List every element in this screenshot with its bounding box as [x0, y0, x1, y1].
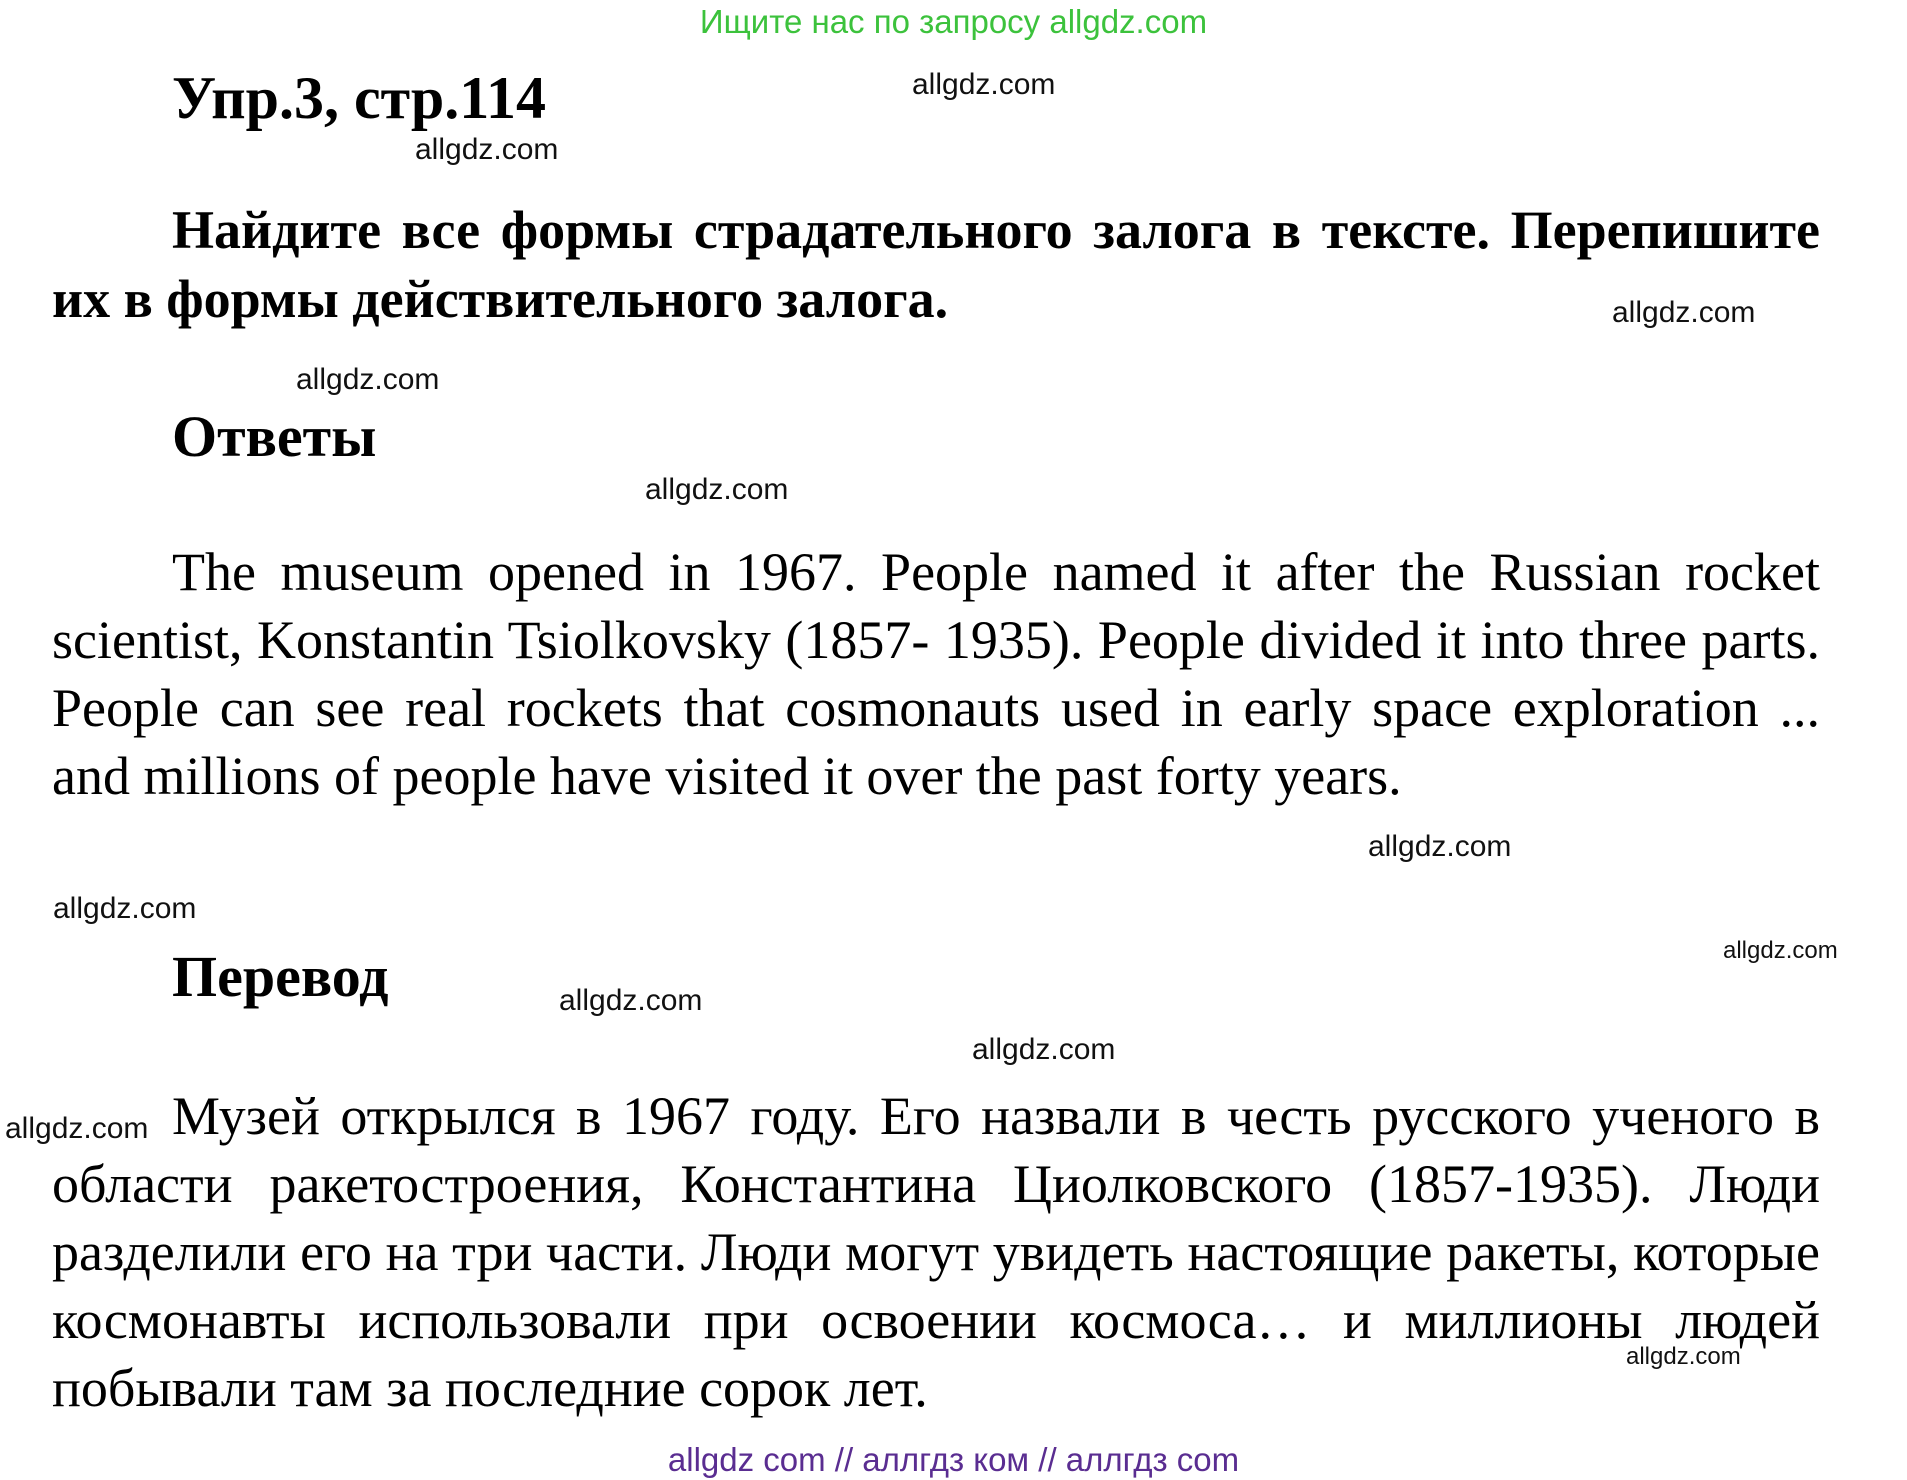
watermark: allgdz.com — [415, 133, 559, 166]
watermark: allgdz.com — [53, 892, 197, 925]
watermark: allgdz.com — [1626, 1343, 1741, 1370]
translation-text: Музей открылся в 1967 году. Его назвали в честь русского ученого в области ракетостроения, Константина Циолковского (1857-1935). Люди разделили его на три части. Люди могут увидеть настоящие ракеты, которые космонавты использовали при освоении космоса… и миллионы людей побывали там за последние сорок лет. — [52, 1086, 1820, 1418]
watermark: allgdz.com — [5, 1112, 149, 1145]
watermark: allgdz.com — [296, 363, 440, 396]
watermark: allgdz.com — [1723, 937, 1838, 964]
watermark: allgdz.com — [912, 68, 1056, 101]
exercise-title: Упр.3, стр.114 — [172, 65, 546, 131]
answers-heading: Ответы — [172, 404, 377, 469]
translation-heading: Перевод — [172, 944, 389, 1009]
footer-links: allgdz com // аллгдз ком // аллгдз com — [667, 1441, 1240, 1478]
watermark: allgdz.com — [972, 1033, 1116, 1066]
top-banner: Ищите нас по запросу allgdz.com — [699, 3, 1208, 40]
task-instruction: Найдите все формы страдательного залога в тексте. Перепишите их в формы действительного залога. — [52, 200, 1820, 329]
watermark: allgdz.com — [559, 984, 703, 1017]
watermark: allgdz.com — [1368, 830, 1512, 863]
watermark: allgdz.com — [645, 473, 789, 506]
answer-text: The museum opened in 1967. People named it after the Russian rocket scientist, Konstantin Tsiolkovsky (1857- 1935). People divided it into three parts. People can see real rockets that cosmonauts used in early space exploration ... and millions of people have visited it over the past forty years. — [52, 542, 1820, 806]
watermark: allgdz.com — [1612, 296, 1756, 329]
